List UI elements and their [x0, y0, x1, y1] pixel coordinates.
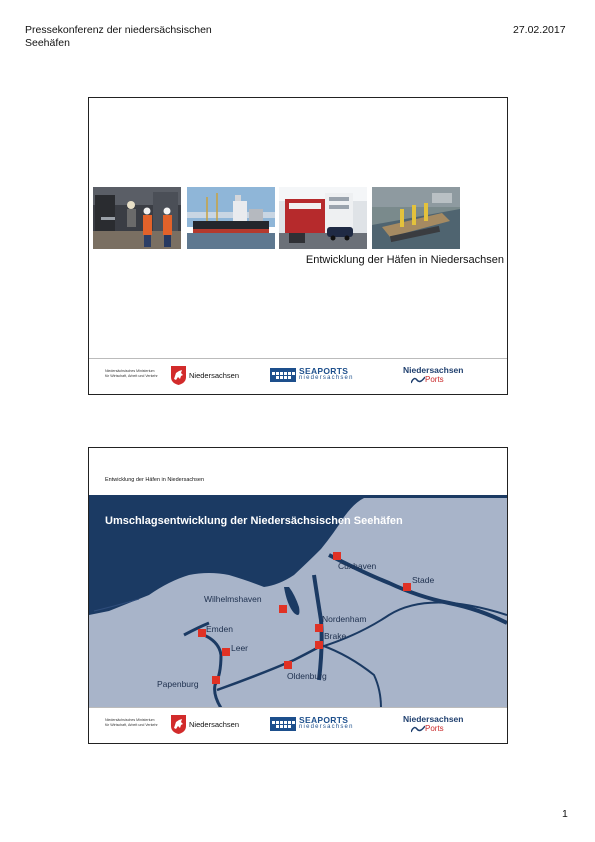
city-label-nordenham: Nordenham: [322, 614, 367, 624]
city-label-brake: Brake: [324, 631, 347, 641]
wilhelmshaven-marker: [279, 605, 287, 613]
city-label-leer: Leer: [231, 643, 249, 653]
city-label-cuxhaven: Cuxhaven: [338, 561, 377, 571]
logo-footer: [89, 707, 507, 743]
slide-1: [88, 97, 508, 395]
workers-photo: [93, 187, 181, 249]
niedersachsen-ports-logo: Niedersachsen Ports: [403, 365, 464, 384]
oldenburg-marker: [284, 661, 292, 669]
seaports-icon: [270, 717, 296, 731]
seaports-icon: [270, 368, 296, 382]
seaports-logo: SEAPORTS niedersachsen: [270, 717, 354, 731]
vessel-cargo-photo: [279, 187, 367, 249]
horse-crest-icon: [171, 366, 186, 385]
city-label-oldenburg: Oldenburg: [287, 671, 327, 681]
ministry-label: Niedersächsisches Ministerium für Wirtschaft, Arbeit und Verkehr: [105, 718, 158, 727]
city-label-emden: Emden: [206, 624, 233, 634]
ministry-label: Niedersächsisches Ministerium für Wirtschaft, Arbeit und Verkehr: [105, 369, 158, 378]
niedersachsen-ports-logo: Niedersachsen Ports: [403, 714, 464, 733]
logo-footer: [89, 358, 507, 394]
seaports-logo: SEAPORTS niedersachsen: [270, 368, 354, 382]
papenburg-marker: [212, 676, 220, 684]
nordenham-marker: [315, 624, 323, 632]
horse-crest-icon: [171, 715, 186, 734]
slide-header: Entwicklung der Häfen in Niedersachsen: [105, 477, 205, 483]
emden-marker: [198, 629, 206, 637]
document-date: 27.02.2017: [513, 24, 566, 36]
stade-marker: [403, 583, 411, 591]
city-label-stade: Stade: [412, 575, 435, 585]
cuxhaven-marker: [333, 552, 341, 560]
city-label-papenburg: Papenburg: [157, 679, 199, 689]
slide-2: [88, 447, 508, 744]
niedersachsen-logo: Niedersachsen: [171, 366, 239, 385]
leer-marker: [222, 648, 230, 656]
city-label-wilhelmshaven: Wilhelmshaven: [204, 594, 262, 604]
brake-marker: [315, 641, 323, 649]
wave-icon: [411, 376, 425, 384]
slide-title: Entwicklung der Häfen in Niedersachsen: [305, 254, 504, 266]
page-number: 1: [562, 808, 568, 820]
port-aerial-photo: [372, 187, 460, 249]
document-title: Pressekonferenz der niedersächsischen Seehäfen: [25, 24, 212, 49]
wave-icon: [411, 725, 425, 733]
niedersachsen-logo: Niedersachsen: [171, 715, 239, 734]
map-title: Umschlagsentwicklung der Niedersächsischen Seehäfen: [105, 515, 403, 527]
ship-photo: [187, 187, 275, 249]
